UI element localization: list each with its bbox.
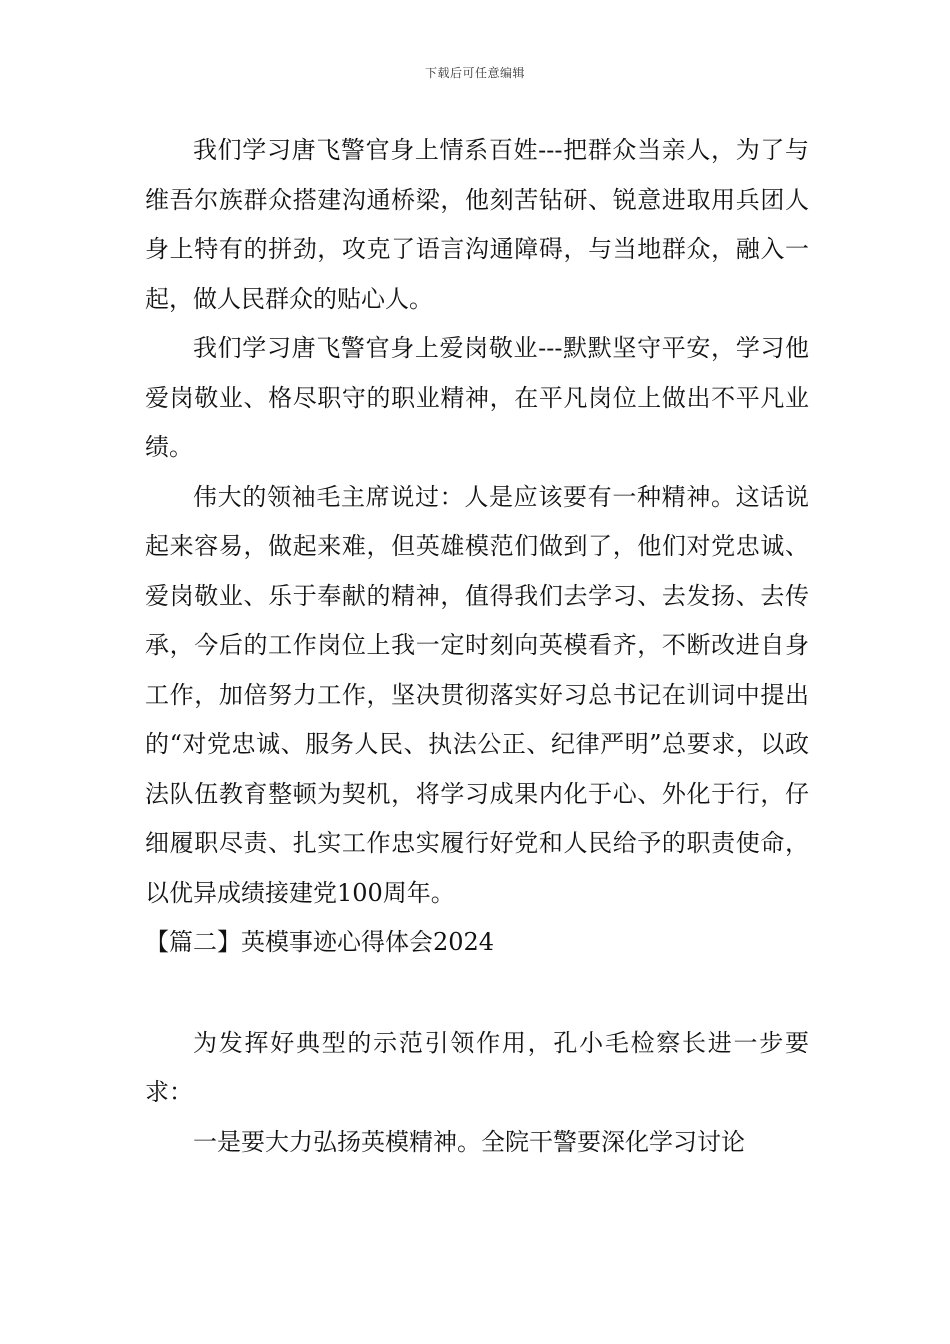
paragraph-2: 我们学习唐飞警官身上爱岗敬业---默默坚守平安，学习他爱岗敬业、格尽职守的职业精神，在平凡岗位上做出不平凡业绩。 xyxy=(145,334,809,461)
section-spacer xyxy=(145,968,809,1019)
section-heading: 【篇二】英模事迹心得体会2024 xyxy=(145,928,495,956)
header-note: 下载后可任意编辑 xyxy=(424,66,525,80)
paragraph-5: 一是要大力弘扬英模精神。全院干警要深化学习讨论 xyxy=(193,1127,745,1156)
paragraph-3: 伟大的领袖毛主席说过：人是应该要有一种精神。这话说起来容易，做起来难，但英雄模范们做到了，他们对党忠诚、爱岗敬业、乐于奉献的精神，值得我们去学习、去发扬、去传承，今后的工作岗位上我一定时刻向英模看齐，不断改进自身工作，加倍努力工作，坚决贯彻落实好习总书记在训词中提出的“对党忠诚、服务人民、执法公正、纪律严明”总要求，以政法队伍教育整顿为契机，将学习成果内化于心、外化于行，仔细履职尽责、扎实工作忠实履行好党和人民给予的职责使命，以优异成绩接建党100周年。 xyxy=(145,482,809,907)
paragraph-4: 为发挥好典型的示范引领作用，孔小毛检察长进一步要求： xyxy=(145,1028,809,1106)
document-body xyxy=(145,126,809,1167)
paragraph-1: 我们学习唐飞警官身上情系百姓---把群众当亲人，为了与维吾尔族群众搭建沟通桥梁，他刻苦钻研、锐意进取用兵团人身上特有的拼劲，攻克了语言沟通障碍，与当地群众，融入一起，做人民群众的贴心人。 xyxy=(145,136,809,313)
